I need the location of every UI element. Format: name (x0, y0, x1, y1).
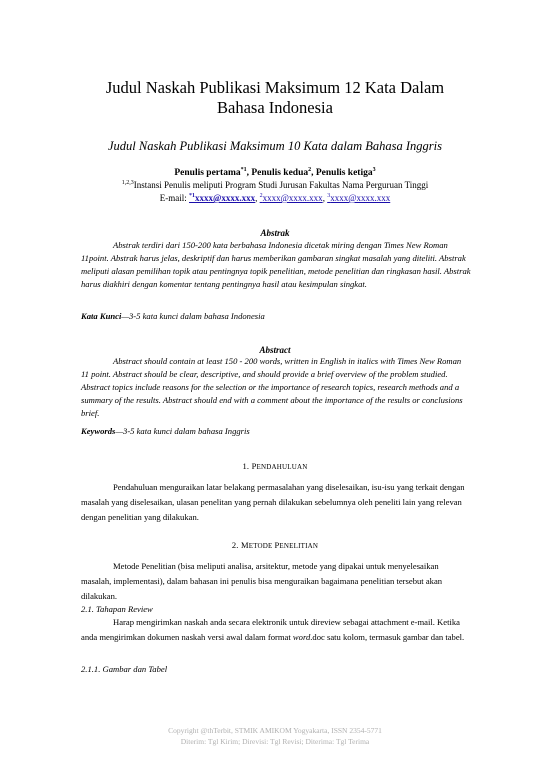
footer-copyright: Copyright @thTerbit, STMIK AMIKOM Yogyakarta, ISSN 2354-5771 (168, 726, 382, 735)
email-link-1[interactable] (189, 193, 255, 203)
section-initial: P (251, 461, 257, 471)
title-line-1: Judul Naskah Publikasi Maksimum 12 Kata Dalam (105, 78, 445, 97)
author-3-marker: 3 (372, 167, 376, 173)
kata-kunci-line (81, 311, 471, 321)
email-2-address: xxxx@xxxx.xxx (262, 193, 323, 203)
institution-line (60, 180, 490, 190)
institution-text: Instansi Penulis meliputi Program Studi Jurusan Fakultas Nama Perguruan Tinggi (133, 180, 429, 190)
author-separator: , (246, 168, 252, 179)
subsection-heading-2-1: 2.1. Tahapan Review (81, 604, 153, 614)
section-number: 1. (242, 461, 252, 471)
author-1: Penulis pertama (174, 168, 241, 179)
section-rest: ENDAHULUAN (256, 463, 308, 471)
section-rest: ETODE (248, 542, 275, 550)
email-link-3[interactable] (327, 193, 390, 203)
footer-dates: Diterim: Tgl Kirim; Direvisi: Tgl Revisi; Diterima: Tgl Terima (180, 737, 370, 746)
abstrak-heading: Abstrak (260, 228, 290, 238)
section-initial-2: P (274, 540, 280, 550)
abstract-body: Abstract should contain at least 150 - 200 words, written in English in italics with Times New Roman 11 point. Abstract should be clear, descriptive, and should provide a brief overview of the problem studied. Abstract topics include reasons for the selection or the importance of research topics, research methods and a summary of the results. Abstract should end with a comment about the importance of the results or conclusions brief. (81, 356, 463, 418)
tahapan-review-paragraph (81, 615, 471, 645)
section-number: 2. (231, 540, 241, 550)
section-initial: M (240, 540, 249, 550)
email-link-2[interactable] (260, 193, 323, 203)
keywords-label: Keywords (81, 426, 116, 436)
section-heading-metode (60, 540, 490, 550)
author-1-marker: *1 (240, 167, 247, 173)
title-line-2: Bahasa Indonesia (217, 98, 333, 117)
email-line (60, 193, 490, 203)
english-title: Judul Naskah Publikasi Maksimum 10 Kata dalam Bahasa Inggris (107, 139, 442, 153)
keywords-text: —3-5 kata kunci dalam bahasa Inggris (115, 426, 250, 436)
review-word-format: word (292, 632, 311, 642)
email-separator: , (255, 193, 260, 203)
email-3-address: xxxx@xxxx.xxx (330, 193, 391, 203)
author-list (60, 167, 490, 178)
email-2-marker: 2 (259, 193, 263, 199)
email-separator: , (322, 193, 328, 203)
author-2: Penulis kedua (251, 168, 309, 179)
metode-paragraph: Metode Penelitian (bisa meliputi analisa, arsitektur, metode yang dipakai untuk menyelesaikan masalah, implementasi), dalam bahasan ini penulis bisa menguraikan bagaimana penelitian tersebut akan dilakukan. (81, 561, 443, 601)
email-1-marker: *1 (189, 193, 196, 199)
section-rest-2: ENELITIAN (279, 542, 319, 550)
abstract-heading: Abstract (259, 345, 291, 355)
author-3: Penulis ketiga (315, 168, 373, 179)
review-text-b: .doc satu kolom, termasuk gambar dan tabel. (310, 632, 465, 642)
keywords-line (81, 426, 471, 436)
institution-marker: 1,2,3 (121, 180, 134, 186)
author-2-marker: 2 (308, 167, 312, 173)
section-heading-pendahuluan (60, 461, 490, 471)
email-label: E-mail: (159, 193, 190, 203)
kata-kunci-label: Kata Kunci (81, 311, 122, 321)
review-text-a: Harap mengirimkan naskah anda secara elektronik untuk direview sebagai attachment e-mail. Ketika anda mengirimkan dokumen naskah versi awal dalam format (81, 617, 460, 642)
page-title (60, 78, 490, 118)
author-separator: , (311, 168, 316, 179)
abstrak-body: Abstrak terdiri dari 150-200 kata berbahasa Indonesia dicetak miring dengan Times New Roman 11point. Abstrak harus jelas, deskriptif dan harus memberikan gambaran singkat masalah yang diteliti. Abstrak meliputi alasan pemilihan topik atau pentingnya topik penelitian, metode penelitian dan ringkasan hasil. Abstrak harus diakhiri dengan komentar tentang pentingnya hasil atau kesimpulan singkat. (81, 240, 471, 289)
email-3-marker: 3 (327, 193, 331, 199)
kata-kunci-text: —3-5 kata kunci dalam bahasa Indonesia (121, 311, 265, 321)
pendahuluan-paragraph: Pendahuluan menguraikan latar belakang permasalahan yang diselesaikan, isu-isu yang terkait dengan masalah yang diselesaikan, ulasan penelitan yang pernah dilakukan sebelumnya oleh peneliti lain yang relevan dengan penelitian yang dilakukan. (81, 482, 465, 522)
email-1-address: xxxx@xxxx.xxx (195, 193, 256, 203)
subsection-heading-2-1-1: 2.1.1. Gambar dan Tabel (81, 664, 168, 674)
